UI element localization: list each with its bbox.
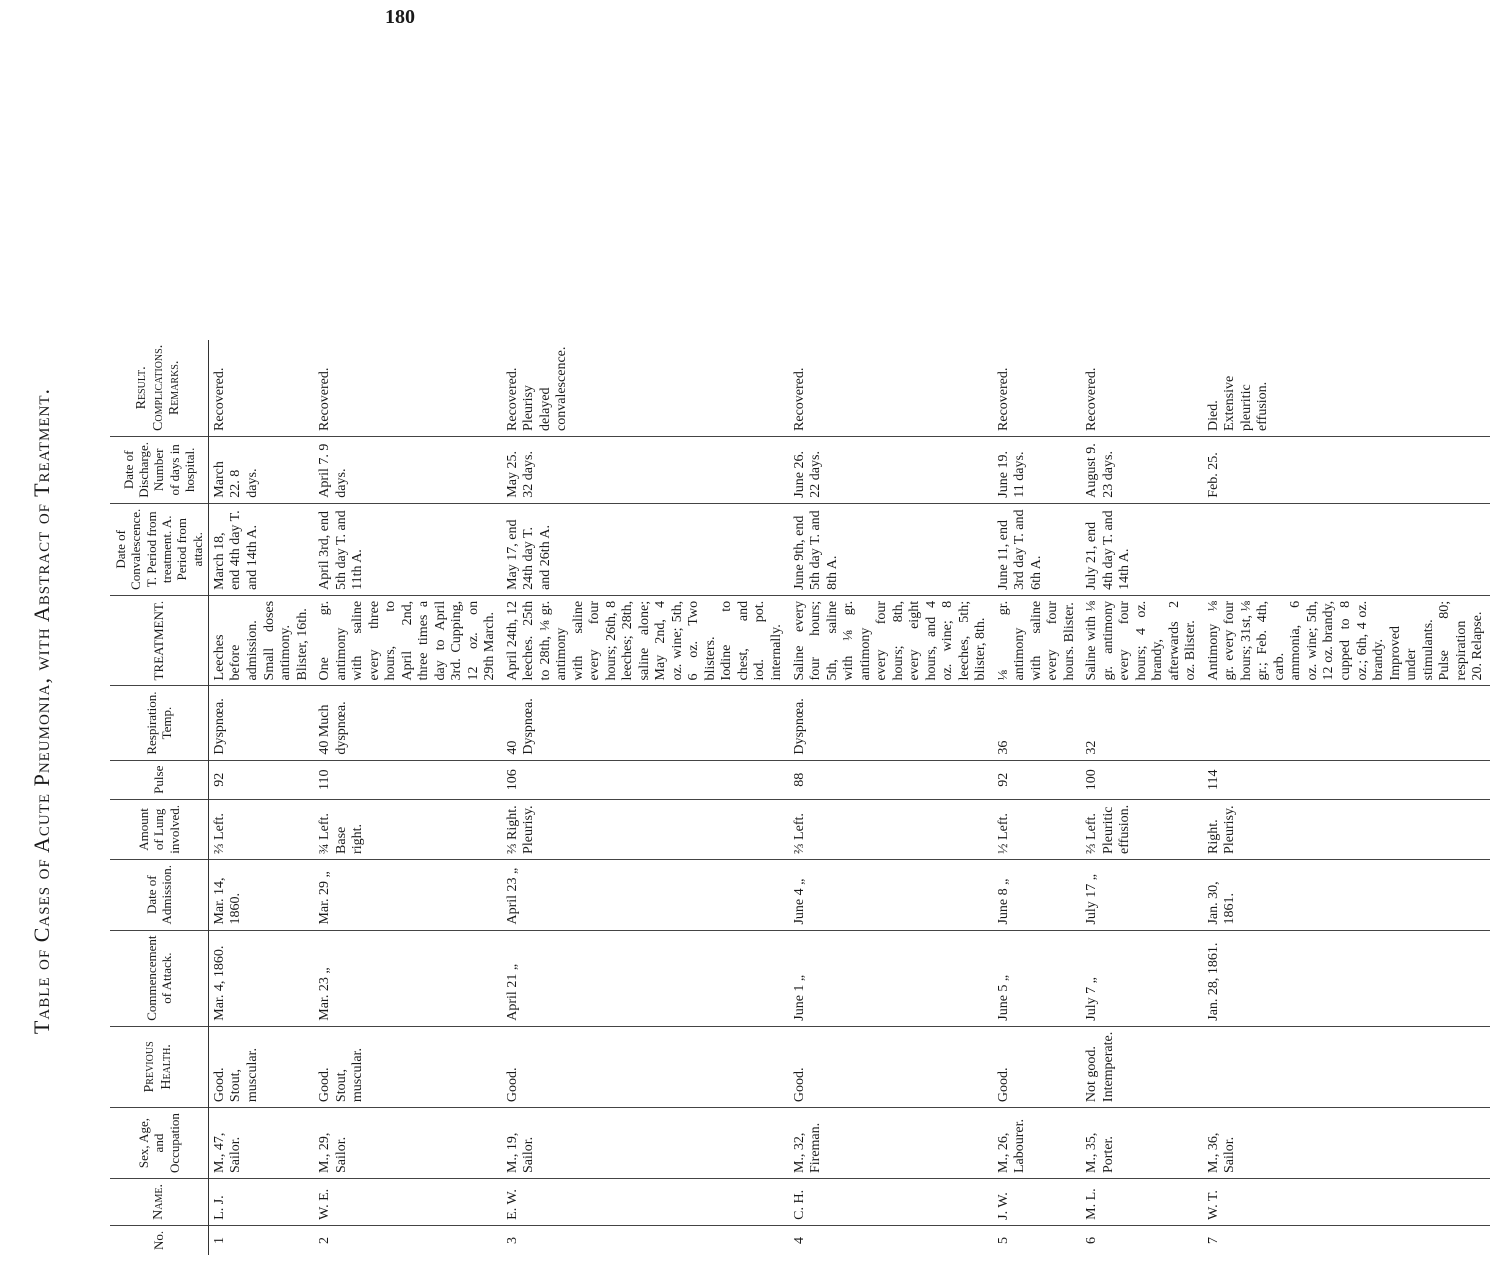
cell-previous-health: Good. Stout, muscular. [208,1026,314,1107]
cell-admission: Jan. 30, 1861. [1203,859,1490,930]
cell-previous-health [1203,1026,1490,1107]
cell-no: 1 [211,1236,227,1244]
cell-result: Recovered. Pleurisy delayed convalescence. [502,340,789,437]
cell-convalescence: June 9th, end 5th day T. and 8th A. [789,503,993,595]
header-result: Result. Complications. Remarks. [110,340,208,437]
header-name: Name. [110,1179,208,1226]
cell-sex-age-occupation: M., 36, Sailor. [1203,1108,1490,1179]
cell-previous-health: Good. [789,1026,993,1107]
cell-name: C. H. [789,1179,993,1226]
cell-treatment: ⅛ gr. antimony with saline every four hours. Blister. [993,595,1082,686]
cell-admission: Mar. 29 „ [314,859,502,930]
cell-admission: June 4 „ [789,859,993,930]
cell-lung-involved: ⅔ Right. Pleurisy. [502,799,789,859]
cell-convalescence: June 11, end 3rd day T. and 6th A. [993,503,1082,595]
cell-no: 4 [791,1236,807,1244]
page-number: 180 [385,6,415,28]
header-admission: Date of Admission. [110,859,208,930]
cell-respiration: 36 [993,686,1082,760]
cell-commencement: Mar. 23 „ [314,930,502,1026]
cell-treatment: Antimony ⅛ gr. every four hours; 31st, ⅛ gr.; Feb. 4th, carb. ammonia, 6 oz. wine; 5th, 12 oz. brandy, cupped to 8 oz.; 6th, 4 oz. brandy. Improved under stimulants. Pulse 80; respiration 20. Relapse. [1203,595,1490,686]
cell-discharge: April 7. 9 days. [314,436,502,503]
cell-discharge: Feb. 25. [1203,436,1490,503]
cell-previous-health: Not good. Intemperate. [1081,1026,1203,1107]
table-row [314,340,502,1255]
cell-convalescence: March 18, end 4th day T. and 14th A. [208,503,314,595]
header-convalescence: Date of Convalescence. T. Period from treatment. A. Period from attack. [110,503,208,595]
cell-name: M. L. [1081,1179,1203,1226]
cell-name: E. W. [502,1179,789,1226]
header-treatment: TREATMENT. [110,595,208,686]
cell-lung-involved: ⅔ Left. [208,799,314,859]
cell-pulse: 100 [1081,760,1203,799]
header-discharge: Date of Discharge. Number of days in hospital. [110,436,208,503]
cell-respiration [1203,686,1490,760]
cell-respiration: 32 [1081,686,1203,760]
cell-lung-involved: ¾ Left. Base right. [314,799,502,859]
table-row [993,340,1082,1255]
cell-lung-involved: ⅔ Left. Pleuritic effusion. [1081,799,1203,859]
cell-sex-age-occupation: M., 29, Sailor. [314,1108,502,1179]
cell-result: Recovered. [789,340,993,437]
cell-admission: July 17 „ [1081,859,1203,930]
cell-result: Recovered. [993,340,1082,437]
header-commencement: Commencement of Attack. [110,930,208,1026]
cell-treatment: April 24th, 12 leeches. 25th to 28th, ⅛ gr. antimony with saline every four hours; 26th, 8 leeches; 28th, saline alone; May 2nd, 4 oz. wine; 5th, 6 oz. Two blisters. Iodine to chest, and iod. pot. internally. [502,595,789,686]
cell-no: 6 [1084,1236,1100,1244]
cell-convalescence [1203,503,1490,595]
cell-treatment: Saline with ⅛ gr. antimony every four hours; 4 oz. brandy, afterwards 2 oz. Blister. [1081,595,1203,686]
cell-pulse: 110 [314,760,502,799]
cell-previous-health: Good. [993,1026,1082,1107]
cell-no: 5 [995,1236,1011,1244]
cell-respiration: Dyspnœa. [208,686,314,760]
cell-previous-health: Good. Stout, muscular. [314,1026,502,1107]
cell-respiration: 40 Dyspnœa. [502,686,789,760]
table-header [110,340,208,1255]
cell-sex-age-occupation: M., 35, Porter. [1081,1108,1203,1179]
cell-convalescence: May 17, end 24th day T. and 26th A. [502,503,789,595]
cell-discharge: August 9. 23 days. [1081,436,1203,503]
cell-treatment: One gr. antimony with saline every three hours, to April 2nd, three times a day to April 3rd. Cupping, 12 oz. on 29th March. [314,595,502,686]
cell-name: W. E. [314,1179,502,1226]
cell-commencement: Mar. 4, 1860. [208,930,314,1026]
cell-discharge: May 25. 32 days. [502,436,789,503]
cell-no: 2 [317,1236,333,1244]
cell-discharge: June 26. 22 days. [789,436,993,503]
cell-admission: Mar. 14, 1860. [208,859,314,930]
cell-name: J. W. [993,1179,1082,1226]
cell-result: Recovered. [1081,340,1203,437]
table-row [1081,340,1203,1255]
cell-admission: June 8 „ [993,859,1082,930]
rotated-table-wrapper [110,340,1490,1255]
cell-result: Died. Extensive pleuritic effusion. [1203,340,1490,437]
cell-sex-age-occupation: M., 19, Sailor. [502,1108,789,1179]
table-row [789,340,993,1255]
cell-result: Recovered. [208,340,314,437]
cell-no: 7 [1205,1236,1221,1244]
cell-admission: April 23 „ [502,859,789,930]
cell-respiration: Dyspnœa. [789,686,993,760]
table-row [1203,340,1490,1255]
cell-lung-involved: ½ Left. [993,799,1082,859]
header-previous-health: Previous Health. [110,1026,208,1107]
cell-no: 3 [504,1236,520,1244]
cell-respiration: 40 Much dyspnœa. [314,686,502,760]
cell-sex-age-occupation: M., 26, Labourer. [993,1108,1082,1179]
cell-convalescence: July 21, end 4th day T. and 14th A. [1081,503,1203,595]
cell-commencement: July 7 „ [1081,930,1203,1026]
header-pulse: Pulse [110,760,208,799]
table-row [502,340,789,1255]
cell-convalescence: April 3rd, end 5th day T. and 11th A. [314,503,502,595]
cell-previous-health: Good. [502,1026,789,1107]
pneumonia-cases-table [110,340,1490,1255]
cell-pulse: 88 [789,760,993,799]
table-title-part-2: with Abstract of Treatment. [29,387,54,678]
table-row [208,340,314,1255]
cell-name: W. T. [1203,1179,1490,1226]
header-lung-involved: Amount of Lung involved. [110,799,208,859]
cell-sex-age-occupation: M., 47, Sailor. [208,1108,314,1179]
header-respiration: Respiration. Temp. [110,686,208,760]
cell-pulse: 92 [208,760,314,799]
cell-result: Recovered. [314,340,502,437]
cell-pulse: 106 [502,760,789,799]
cell-treatment: Saline every four hours; 5th, saline with ⅛ gr. antimony every four hours; 8th, every eight hours, and 4 oz. wine; 8 leeches, 5th; blister, 8th. [789,595,993,686]
cell-commencement: June 1 „ [789,930,993,1026]
cell-name: L. J. [208,1179,314,1226]
table-title-part-1: Table of Cases of Acute Pneumonia, [29,677,54,1035]
table-body [208,340,1489,1255]
cell-commencement: June 5 „ [993,930,1082,1026]
cell-discharge: March 22. 8 days. [208,436,314,503]
cell-lung-involved: Right. Pleurisy. [1203,799,1490,859]
cell-discharge: June 19. 11 days. [993,436,1082,503]
cell-lung-involved: ⅔ Left. [789,799,993,859]
cell-treatment: Leeches before admission. Small doses antimony. Blister, 16th. [208,595,314,686]
header-sex-age-occupation: Sex, Age, and Occupation [110,1108,208,1179]
header-row [110,340,208,1255]
header-no: No. [110,1225,208,1255]
table-title [29,161,55,1261]
cell-sex-age-occupation: M., 32, Fireman. [789,1108,993,1179]
cell-commencement: April 21 „ [502,930,789,1026]
cell-pulse: 92 [993,760,1082,799]
cell-pulse: 114 [1203,760,1490,799]
cell-commencement: Jan. 28, 1861. [1203,930,1490,1026]
